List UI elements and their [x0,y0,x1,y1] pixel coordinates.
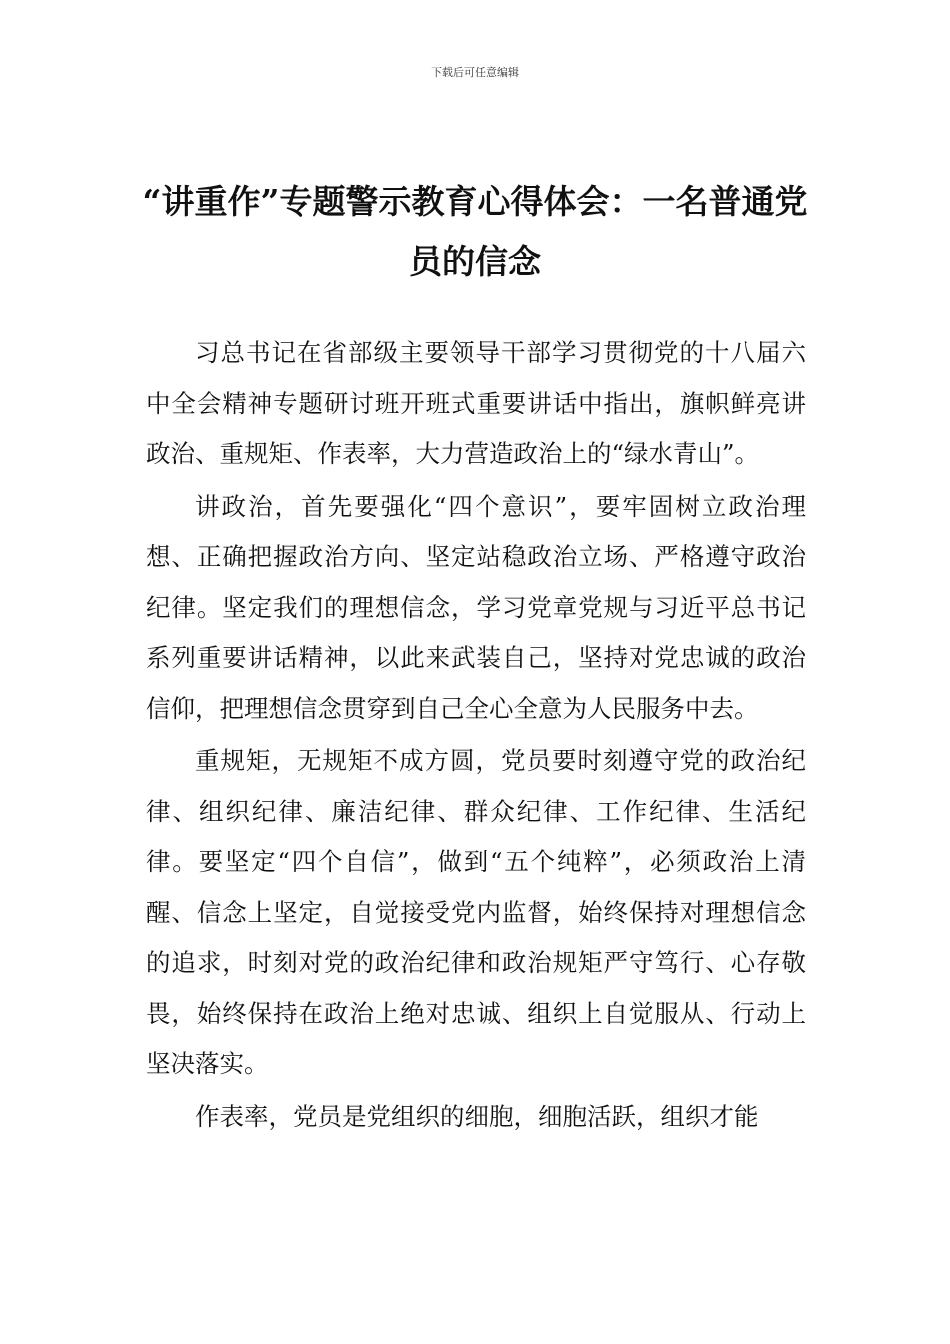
paragraph-1: 习总书记在省部级主要领导干部学习贯彻党的十八届六中全会精神专题研讨班开班式重要讲话中指出，旗帜鲜亮讲政治、重规矩、作表率，大力营造政治上的“绿水青山”。 [146,338,806,468]
document-title: “讲重作”专题警示教育心得体会：一名普通党员的信念 [142,182,808,281]
paragraph-2: 讲政治，首先要强化“四个意识”，要牢固树立政治理想、正确把握政治方向、坚定站稳政治立场、严格遵守政治纪律。坚定我们的理想信念，学习党章党规与习近平总书记系列重要讲话精神，以此来武装自己，坚持对党忠诚的政治信仰，把理想信念贯穿到自己全心全意为人民服务中去。 [146,491,806,723]
paragraph-4: 作表率，党员是党组织的细胞，细胞活跃，组织才能 [195,1101,759,1131]
page-header-note: 下载后可任意编辑 [431,66,519,79]
document-body [146,328,806,1144]
paragraph-3: 重规矩，无规矩不成方圆，党员要时刻遵守党的政治纪律、组织纪律、廉洁纪律、群众纪律、工作纪律、生活纪律。要坚定“四个自信”，做到“五个纯粹”，必须政治上清醒、信念上坚定，自觉接受党内监督，始终保持对理想信念的追求，时刻对党的政治纪律和政治规矩严守笃行、心存敬畏，始终保持在政治上绝对忠诚、组织上自觉服从、行动上坚决落实。 [146,746,806,1078]
